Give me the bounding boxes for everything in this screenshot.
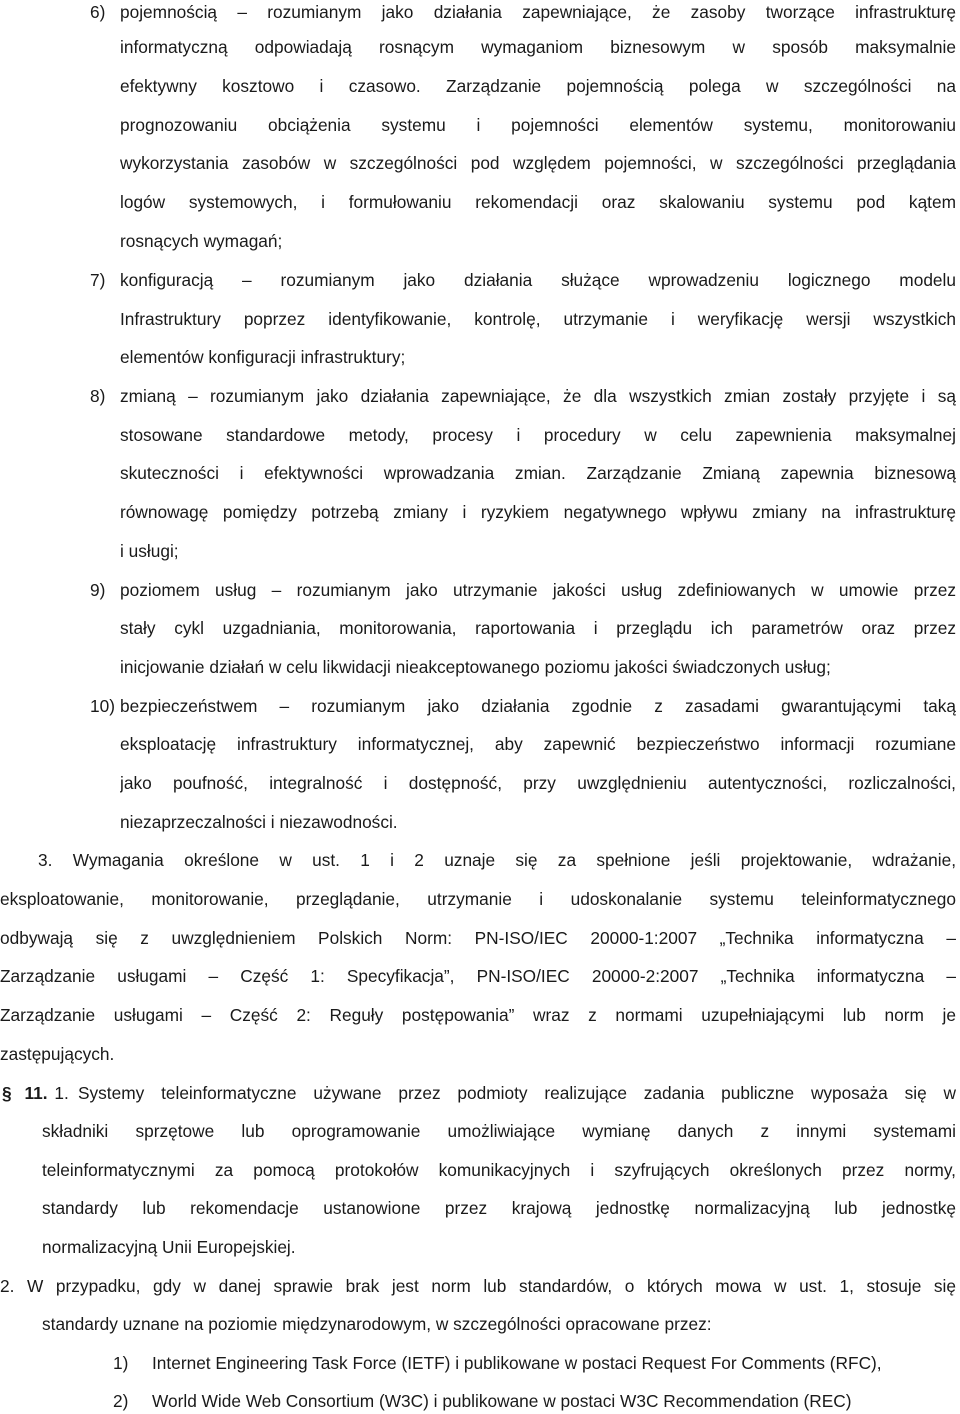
section-symbol: § — [2, 1083, 12, 1103]
point-3-line: eksploatowanie, monitorowanie, przeglądanie, utrzymanie i udoskonalanie systemu teleinformatycznego — [0, 889, 956, 909]
list-item-w3c: World Wide Web Consortium (W3C) i publikowane w postaci W3C Recommendation (REC) — [152, 1391, 852, 1411]
list-item-10-line: eksploatację infrastruktury informatycznej, aby zapewnić bezpieczeństwo informacji rozumiane — [120, 734, 956, 754]
list-number: 6) — [90, 2, 106, 22]
list-item-6-line: prognozowaniu obciążenia systemu i pojemności elementów systemu, monitorowaniu — [120, 115, 956, 135]
point-3-line: Zarządzanie usługami – Część 2: Reguły postępowania” wraz z normami uzupełniającymi lub norm je — [0, 1005, 956, 1025]
section-number: 11. — [24, 1083, 48, 1103]
list-item-9-line: poziomem usług – rozumianym jako utrzymanie jakości usług zdefiniowanych w umowie przez — [120, 580, 956, 600]
list-item-ietf: Internet Engineering Task Force (IETF) i publikowane w postaci Request For Comments (RFC), — [152, 1353, 882, 1373]
point-2-line: standardy uznane na poziomie międzynarodowym, w szczególności opracowane przez: — [42, 1314, 712, 1334]
list-item-8-line: stosowane standardowe metody, procesy i procedury w celu zapewnienia maksymalnej — [120, 425, 956, 445]
list-item-8-line: i usługi; — [120, 541, 179, 561]
list-item-6-line: logów systemowych, i formułowaniu rekomendacji oraz skalowaniu systemu pod kątem — [120, 192, 956, 212]
list-item-8-line: równowagę pomiędzy potrzebą zmiany i ryzykiem negatywnego wpływu zmiany na infrastrukturę — [120, 502, 956, 522]
list-item-10-line: niezaprzeczalności i niezawodności. — [120, 812, 398, 832]
list-item-7-line: Infrastruktury poprzez identyfikowanie, kontrolę, utrzymanie i weryfikację wersji wszystkich — [120, 309, 956, 329]
list-item-6-line: efektywny kosztowo i czasowo. Zarządzanie pojemnością polega w szczególności na — [120, 76, 956, 96]
list-item-9-line: inicjowanie działań w celu likwidacji nieakceptowanego poziomu jakości świadczonych usług; — [120, 657, 831, 677]
list-item-10-line: jako poufność, integralność i dostępność, przy uwzględnieniu autentyczności, rozliczalności, — [120, 773, 956, 793]
section-11-line: teleinformatycznymi za pomocą protokołów komunikacyjnych i szyfrujących określonych przez normy, — [42, 1160, 956, 1180]
point-2-first-line: 2. W przypadku, gdy w danej sprawie brak jest norm lub standardów, o których mowa w ust. 1, stosuje się — [0, 1276, 956, 1296]
list-item-6-line: informatyczną odpowiadają rosnącym wymaganiom biznesowym w sposób maksymalnie — [120, 37, 956, 57]
point-3-first-line: 3. Wymagania określone w ust. 1 i 2 uznaje się za spełnione jeśli projektowanie, wdrażanie, — [38, 850, 956, 870]
list-number: 1) — [113, 1353, 129, 1373]
list-item-9-line: stały cykl uzgadniania, monitorowania, raportowania i przeglądu ich parametrów oraz przez — [120, 618, 956, 638]
list-item-7-line: konfiguracją – rozumianym jako działania służące wprowadzeniu logicznego modelu — [120, 270, 956, 290]
list-item-8-line: zmianą – rozumianym jako działania zapewniające, że dla wszystkich zmian zostały przyjęte i są — [120, 386, 956, 406]
section-11-line: standardy lub rekomendacje ustanowione przez krajową jednostkę normalizacyjną lub jednostkę — [42, 1198, 956, 1218]
list-item-8-line: skuteczności i efektywności wprowadzania zmian. Zarządzanie Zmianą zapewnia biznesową — [120, 463, 956, 483]
point-3-line: zastępujących. — [0, 1044, 115, 1064]
list-number: 8) — [90, 386, 106, 406]
section-11-line: składniki sprzętowe lub oprogramowanie umożliwiające wymianę danych z innymi systemami — [42, 1121, 956, 1141]
list-item-7-line: elementów konfiguracji infrastruktury; — [120, 347, 406, 367]
list-number: 9) — [90, 580, 106, 600]
list-number: 7) — [90, 270, 106, 290]
point-3-line: odbywają się z uwzględnieniem Polskich Norm: PN-ISO/IEC 20000-1:2007 „Technika informatyczna – — [0, 928, 956, 948]
section-11-line: normalizacyjną Unii Europejskiej. — [42, 1237, 296, 1257]
list-item-6-line: rosnących wymagań; — [120, 231, 283, 251]
section-ust-number: 1. — [54, 1083, 69, 1103]
list-item-6-line: wykorzystania zasobów w szczególności pod względem pojemności, w szczególności przeglądania — [120, 153, 956, 173]
list-item-6-line: pojemnością – rozumianym jako działania zapewniające, że zasoby tworzące infrastrukturę — [120, 2, 956, 22]
list-number: 10) — [90, 696, 115, 716]
section-11-heading — [2, 1081, 69, 1105]
list-item-10-line: bezpieczeństwem – rozumianym jako działania zgodnie z zasadami gwarantującymi taką — [120, 696, 956, 716]
point-3-line: Zarządzanie usługami – Część 1: Specyfikacja”, PN-ISO/IEC 20000-2:2007 „Technika informatyczna – — [0, 966, 956, 986]
list-number: 2) — [113, 1391, 129, 1411]
section-11-first-line: Systemy teleinformatyczne używane przez podmioty realizujące zadania publiczne wyposaża się w — [78, 1083, 956, 1103]
